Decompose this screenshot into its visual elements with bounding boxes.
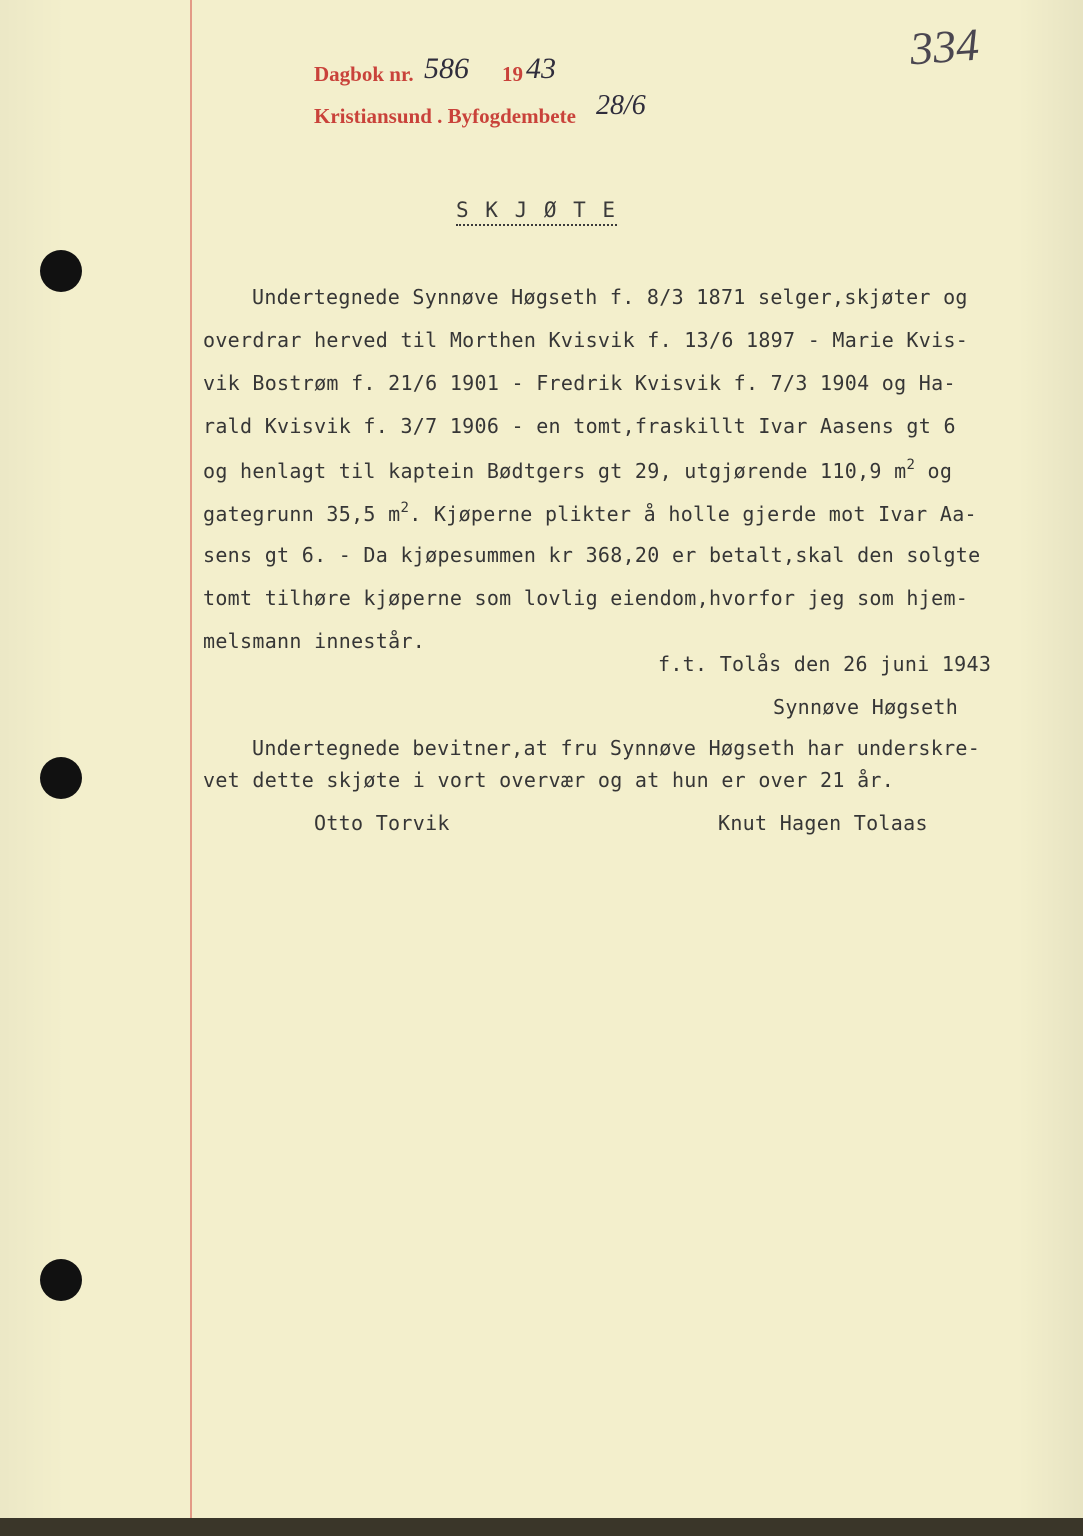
body-line-5 [203,457,952,483]
stamp-date-note: 28/6 [596,90,646,121]
body-line-2: overdrar herved til Morthen Kvisvik f. 13/6 1897 - Marie Kvis- [203,328,969,352]
body-line-6-text: gategrunn 35,5 m [203,502,401,526]
witness-line-2: vet dette skjøte i vort overvær og at hun er over 21 år. [203,768,895,792]
area-exponent-1: 2 [906,457,916,473]
red-margin-line [190,0,192,1518]
body-line-7: sens gt 6. - Da kjøpesummen kr 368,20 er betalt,skal den solgte [203,543,981,567]
page-bottom-edge [0,1518,1083,1536]
stamp-entry-number: 586 [424,52,469,85]
body-line-8: tomt tilhøre kjøperne som lovlig eiendom,hvorfor jeg som hjem- [203,586,969,610]
stamp-line-2: Kristiansund . Byfogdembete [314,104,576,128]
body-line-6-end: . Kjøperne plikter å holle gjerde mot Ivar Aa- [409,502,977,526]
stamp-prefix: Dagbok nr. [314,62,414,86]
stamp-year-suffix: 43 [526,52,556,85]
area-exponent-2: 2 [400,500,410,516]
body-line-5-end: og [915,459,953,483]
body-line-6 [203,500,977,526]
body-line-4: rald Kvisvik f. 3/7 1906 - en tomt,fraskillt Ivar Aasens gt 6 [203,414,956,438]
document-title: S K J Ø T E [456,198,617,226]
stamp-year-prefix: 19 [502,62,523,86]
body-line-9: melsmann innestår. [203,629,426,653]
body-line-3: vik Bostrøm f. 21/6 1901 - Fredrik Kvisvik f. 7/3 1904 og Ha- [203,371,956,395]
punch-hole-top [40,250,82,292]
witness-line-1: Undertegnede bevitner,at fru Synnøve Høgseth har underskre- [252,736,981,760]
witness-signature-1: Otto Torvik [314,811,450,835]
witness-signature-2: Knut Hagen Tolaas [718,811,928,835]
body-line-1: Undertegnede Synnøve Høgseth f. 8/3 1871 selger,skjøter og [252,285,968,309]
punch-hole-middle [40,757,82,799]
place-date: f.t. Tolås den 26 juni 1943 [658,652,992,676]
punch-hole-bottom [40,1259,82,1301]
stamp-line-1 [314,62,414,87]
page-number: 334 [908,18,981,75]
body-line-5-text: og henlagt til kaptein Bødtgers gt 29, utgjørende 110,9 m [203,459,907,483]
seller-signature: Synnøve Høgseth [773,695,959,719]
